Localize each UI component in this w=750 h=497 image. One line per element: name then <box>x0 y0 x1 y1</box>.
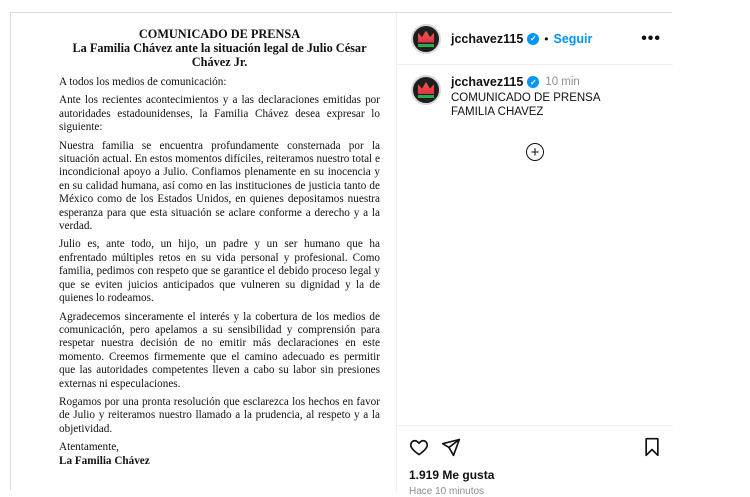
release-closing: Atentamente, <box>59 441 119 454</box>
caption-line: FAMILIA CHAVEZ <box>451 106 544 118</box>
bookmark-icon[interactable] <box>643 437 661 457</box>
release-paragraph: Agradecemos sinceramente el interés y la cobertura de los medios de comunicación, pero apelamos a su sensibilidad y comprensión para respetar nuestra decisión de no emitir más declaraciones en este momento. Creemos firmemente que el camino adecuado es permitir que las autoridades competentes lleven a cabo su labor sin presiones externas ni especulaciones. <box>59 310 380 390</box>
release-signature: La Familia Chávez <box>59 454 150 467</box>
username-link[interactable]: jcchavez115 <box>451 31 524 46</box>
release-title: COMUNICADO DE PRENSA <box>138 27 301 41</box>
heart-icon[interactable] <box>409 437 429 457</box>
post-modal <box>10 12 672 497</box>
caption-line: COMUNICADO DE PRENSA <box>451 92 601 104</box>
post-timestamp[interactable]: Hace 10 minutos <box>409 486 485 497</box>
post-side-panel <box>397 13 673 497</box>
caption-username-link[interactable]: jcchavez115 <box>451 75 524 89</box>
paper-plane-icon[interactable] <box>441 437 461 457</box>
post-header <box>397 13 673 65</box>
crown-logo-icon <box>418 31 434 43</box>
caption-time: 10 min <box>545 76 580 88</box>
crown-logo-icon <box>418 82 434 94</box>
release-paragraph: Julio es, ante todo, un hijo, un padre y un ser humano que ha enfrentado múltiples retos en su vida personal y profesional. Como familia, pedimos con respeto que se garantice el debido proceso legal y que se eviten juicios anticipados que vulneren su dignidad y la de quienes lo rodeamos. <box>59 238 380 305</box>
plus-circle-icon[interactable]: + <box>526 143 544 161</box>
release-greeting: A todos los medios de comunicación: <box>59 76 227 88</box>
release-subtitle: La Familia Chávez ante la situación legal de Julio César Chávez Jr. <box>72 41 367 69</box>
more-options-icon[interactable]: ••• <box>641 29 661 47</box>
release-paragraph: Rogamos por una pronta resolución que esclarezca los hechos en favor de Julio y reiteramos nuestro llamado a la prudencia, al respeto y a la objetividad. <box>59 395 380 435</box>
release-paragraph: Nuestra familia se encuentra profundamente consternada por la situación actual. En estos momentos difíciles, reiteramos nuestro total e incondicional apoyo a Julio. Confiamos plenamente en su inocencia y en su calidad humana, así como en las instituciones de justicia tanto de México como de los Estados Unidos, en quienes depositamos nuestra esperanza para que esta situación se aclare conforme a derecho y a la verdad. <box>59 139 380 233</box>
verified-badge-icon: ✓ <box>527 76 539 88</box>
verified-badge-icon: ✓ <box>527 33 539 45</box>
follow-button[interactable]: Seguir <box>553 31 593 46</box>
separator-dot: • <box>544 31 549 46</box>
likes-count[interactable]: 1.919 Me gusta <box>409 468 495 482</box>
avatar[interactable] <box>411 75 441 105</box>
post-actions <box>397 425 673 497</box>
post-caption <box>397 65 673 119</box>
avatar[interactable] <box>411 24 441 54</box>
post-image <box>11 13 397 491</box>
release-paragraph: Ante los recientes acontecimientos y a las declaraciones emitidas por autoridades estadounidenses, la Familia Chávez desea expresar lo siguiente: <box>59 94 380 134</box>
